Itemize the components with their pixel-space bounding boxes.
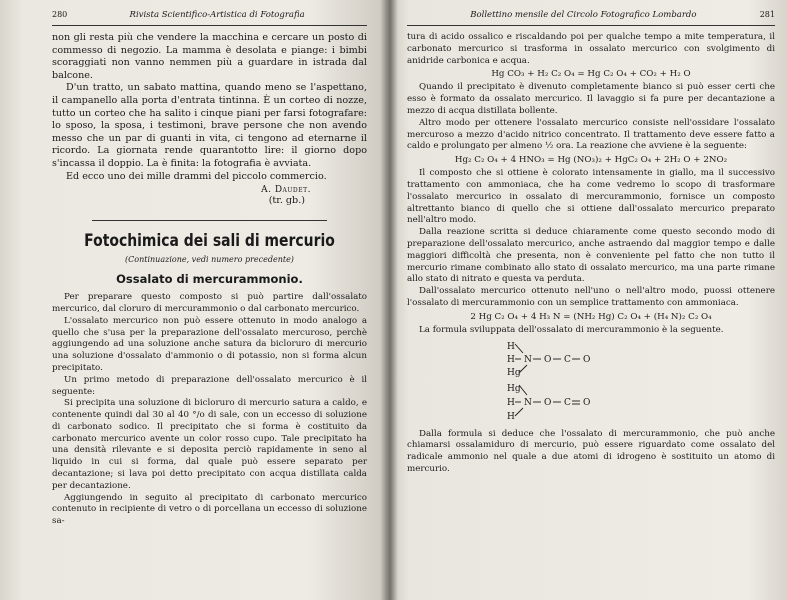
translator-credit: (tr. gb.) (268, 195, 305, 207)
right-page (385, 0, 787, 600)
atom-label: O (544, 354, 552, 365)
atom-label: Hg (507, 367, 521, 378)
section-paragraph: Un primo metodo di preparazione dell'ossalato mercurico è il seguente: (52, 374, 367, 397)
section-paragraph: Per preparare questo composto si può partire dall'ossalato mercurico, dal cloruro di mercurammonio o dal carbonato mercurico. (52, 292, 367, 314)
equation: 2 Hg C₂ O₄ + 4 H₃ N = (NH₂ Hg) C₂ O₄ + (H₄ N)₂ C₂ O₄ (470, 311, 712, 322)
left-running-head (52, 10, 367, 26)
equation: Hg₂ C₂ O₄ + 4 HNO₃ = Hg (NO₃)₂ + HgC₂ O₄ + 2H₂ O + 2NO₂ (454, 155, 728, 166)
atom-label: O (544, 397, 552, 408)
atom-label: N (524, 397, 532, 408)
story-paragraph: D'un tratto, un sabato mattina, quando meno se l'aspettano, il campanello alla porta d'entrata tintinna. È un corteo di nozze, tutto un corteo che ha salito i cinque piani per farsi fotografare: lo sposo, la sposa, i testimoni, brave persone che non avendo messo che un par di guanti in vita, ci tengono ad eternarne il ricordo. La giornata rende quarantotto lire: il giorno dopo s'incassa il doppio. La è finita: la fotografia è avviata. (52, 82, 367, 169)
atom-label: O (583, 354, 591, 365)
atom-label: O (583, 397, 591, 408)
book-gutter-shadow (380, 0, 398, 600)
left-page (0, 0, 385, 600)
paragraph: Quando il precipitato è divenuto completamente bianco si può esser certi che esso è formato da ossalato mercurico. Il lavaggio si fa pure per decantazione a mezzo di acqua distillata bollente. (407, 82, 775, 116)
paragraph: tura di acido ossalico e riscaldando poi per qualche tempo a mite temperatura, il carbonato mercurico si trasforma in ossalato mercurico con svolgimento di anidride carbonica e acqua. (407, 32, 775, 66)
atom-label: H (507, 354, 515, 365)
atom-label: N (524, 354, 532, 365)
paragraph: La formula sviluppata dell'ossalato di mercurammonio è la seguente. (419, 324, 724, 335)
paragraph: Dall'ossalato mercurico ottenuto nell'uno o nell'altro modo, puossi ottenere l'ossalato di mercurammonio con un semplice trattamento con ammoniaca. (407, 286, 775, 308)
structural-formula (407, 339, 775, 425)
right-running-title: Bollettino mensile del Circolo Fotografico Lombardo (470, 10, 697, 20)
right-page-number: 281 (759, 10, 775, 19)
continuation-note: (Continuazione, vedi numero precedente) (125, 255, 294, 265)
story-paragraph: Ed ecco uno dei mille drammi del piccolo commercio. (66, 170, 327, 182)
atom-label: H (507, 411, 515, 422)
left-running-title: Rivista Scientifico-Artistica di Fotografia (129, 10, 305, 20)
paragraph: Il composto che si ottiene è colorato intensamente in giallo, ma il successivo trattamento con ammoniaca, che ha come vedremo lo scopo di trasformare l'ossalato mercurico in ossalato di mercurammonio, fornisce un composto altrettanto bianco di quello che si ottiene dall'ossalato mercurico preparato nell'altro modo. (407, 168, 775, 226)
story-text (52, 32, 367, 183)
author-signature: A. Daudet. (261, 185, 311, 196)
atom-label: H (507, 341, 515, 352)
atom-label: H (507, 397, 515, 408)
section-title: Ossalato di mercurammonio. (116, 272, 303, 287)
structural-formula-diagram (447, 339, 647, 425)
atom-label: C (564, 397, 571, 408)
paragraph: Altro modo per ottenere l'ossalato mercurico consiste nell'ossidare l'ossalato mercuroso a mezzo d'acido nitrico concentrato. Il trattamento deve essere fatto a caldo e prolungato per almeno ½ ora. La reazione che avviene è la seguente: (407, 117, 775, 152)
section-paragraph: Si precipita una soluzione di bicloruro di mercurio satura a caldo, e contenente quindi dal 30 al 40 °/o di sale, con un eccesso di soluzione di carbonato sodico. Il precipitato che si forma è costituito da carbonato mercurico avente un color rosso cupo. Tale precipitato ha una densità rilevante e si deposita perciò rapidamente in seno al liquido in cui si forma, dal quale può essere separato per decantazione; si lava poi detto precipitato con acqua distillata calda per decantazione. (52, 398, 367, 491)
story-paragraph: non gli resta più che vendere la macchina e cercare un posto di commesso di negozio. La mamma è desolata e piange: i bimbi scoraggiati non vanno nemmen più a guardare in istrada dal balcone. (52, 32, 367, 81)
atom-label: C (564, 354, 571, 365)
left-page-number: 280 (52, 10, 68, 19)
paragraph: Dalla reazione scritta si deduce chiaramente come questo secondo modo di preparazione dell'ossalato mercurico, anche astraendo dal maggior tempo e dalle maggiori difficoltà che presenta, non è conveniente pel fatto che non tutto il mercurio rimane combinato allo stato di ossalato mercurico, ma una parte rimane allo stato di nitrato e questa va perduta. (407, 227, 775, 285)
equation: Hg CO₃ + H₂ C₂ O₄ = Hg C₂ O₄ + CO₂ + H₂ O (491, 69, 691, 80)
section-paragraph: L'ossalato mercurico non può essere ottenuto in modo analogo a quello che s'usa per la preparazione dell'ossalato mercuroso, perchè aggiungendo ad una soluzione anche satura da bicloruro di mercurio una soluzione d'ossalato d'ammonio o di potassio, non si forma alcun precipitato. (52, 315, 367, 373)
article-title: Fotochimica dei sali di mercurio (84, 231, 335, 252)
section-text (52, 292, 367, 528)
right-text (407, 32, 775, 476)
right-running-head (407, 10, 775, 26)
section-paragraph: Aggiungendo in seguito al precipitato di carbonato mercurico contenuto in recipiente di vetro o di porcellana un eccesso di soluzione sa- (52, 492, 367, 527)
paragraph: Dalla formula si deduce che l'ossalato di mercurammonio, che può anche chiamarsi ossalamiduro di mercurio, può essere riguardato come ossalato del radicale ammonio nel quale a due atomi di idrogeno è sostituito un atomo di mercurio. (407, 428, 775, 474)
atom-label: Hg (507, 383, 521, 394)
section-divider (92, 220, 327, 221)
